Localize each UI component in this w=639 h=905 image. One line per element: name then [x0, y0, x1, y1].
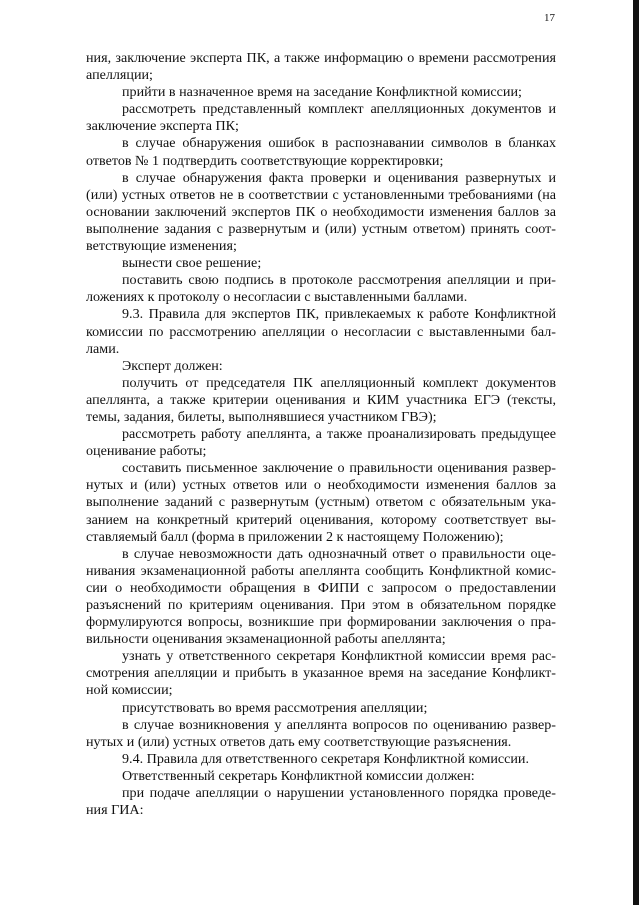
paragraph: Ответственный секретарь Конфликтной комиссии должен:	[122, 767, 475, 784]
paragraph: прийти в назначенное время на заседание Конфликтной комиссии;	[122, 84, 522, 101]
paragraph: поставить свою подпись в протоколе рассмотрения апелляции и приложениях к протоколу о несогласии с выставленными баллами.	[86, 272, 556, 306]
paragraph: ния, заключение эксперта ПК, а также информацию о времени рассмотрения апелляции;	[86, 50, 556, 84]
paragraph: получить от председателя ПК апелляционный комплект документов апеллянта, а также критерии оценивания и КИМ участника ЕГЭ (тексты, темы, задания, билеты, выполнявшиеся участником ГВЭ);	[86, 374, 556, 425]
paragraph: вынести свое решение;	[122, 255, 262, 272]
section-heading: 9.4. Правила для ответственного секретаря Конфликтной комиссии.	[122, 750, 529, 767]
paragraph: присутствовать во время рассмотрения апелляции;	[122, 699, 428, 716]
document-body	[86, 50, 556, 819]
paragraph: при подаче апелляции о нарушении установленного порядка проведения ГИА:	[86, 785, 556, 819]
paragraph: Эксперт должен:	[122, 357, 223, 374]
paragraph: в случае обнаружения ошибок в распознавании символов в бланках ответов № 1 подтвердить соответствующие корректировки;	[86, 135, 556, 169]
paragraph: рассмотреть работу апеллянта, а также проанализировать предыдущее оценивание работы;	[86, 426, 556, 460]
page-edge-border	[633, 0, 639, 905]
section-heading: 9.3. Правила для экспертов ПК, привлекаемых к работе Конфликтной комиссии по рассмотрению апелляции о несогласии с выставленными баллами.	[86, 306, 556, 357]
paragraph: в случае возникновения у апеллянта вопросов по оцениванию развернутых и (или) устных ответов дать ему соответствующие разъяснения.	[86, 716, 556, 750]
paragraph: в случае невозможности дать однозначный ответ о правильности оценивания экзаменационной работы апеллянта сообщить Конфликтной комиссии о необходимости обращения в ФИПИ с запросом о предоставлении разъяснений по критериям оценивания. При этом в обязательном порядке формулируются вопросы, возникшие при формировании заключения о правильности оценивания экзаменационной работы апеллянта;	[86, 545, 556, 648]
paragraph: рассмотреть представленный комплект апелляционных документов и заключение эксперта ПК;	[86, 101, 556, 135]
paragraph: узнать у ответственного секретаря Конфликтной комиссии время рассмотрения апелляции и прибыть в указанное время на заседание Конфликтной комиссии;	[86, 648, 556, 699]
paragraph: в случае обнаружения факта проверки и оценивания развернутых и (или) устных ответов не в соответствии с установленными требованиями (на основании заключений экспертов ПК о необходимости изменения баллов за выполнение задания с развернутым и (или) устным ответом) принять соответствующие изменения;	[86, 169, 556, 255]
page-number: 17	[544, 12, 555, 24]
paragraph: составить письменное заключение о правильности оценивания развернутых и (или) устных ответов или о необходимости изменения баллов за выполнение заданий с развернутым (устным) ответом с обязательным указанием на конкретный критерий оценивания, которому соответствует выставляемый балл (форма в приложении 2 к настоящему Положению);	[86, 460, 556, 545]
